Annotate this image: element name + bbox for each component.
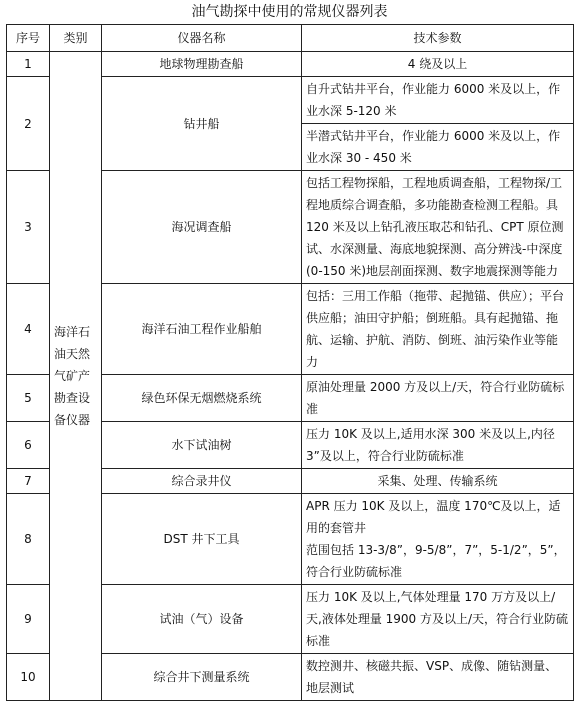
row-name: 地球物理勘查船 — [102, 52, 302, 77]
header-category: 类别 — [50, 25, 102, 52]
row-name: 钻井船 — [102, 77, 302, 171]
row-index: 4 — [7, 284, 50, 375]
row-name: 综合录井仪 — [102, 469, 302, 494]
row-name: 海况调查船 — [102, 171, 302, 284]
header-index: 序号 — [7, 25, 50, 52]
row-name: 绿色环保无烟燃烧系统 — [102, 375, 302, 422]
row-spec: 原油处理量 2000 方及以上/天，符合行业防硫标准 — [302, 375, 574, 422]
row-spec: 压力 10K 及以上,适用水深 300 米及以上,内径 3”及以上，符合行业防硫标准 — [302, 422, 574, 469]
row-spec: 压力 10K 及以上,气体处理量 170 万方及以上/天,液体处理量 1900 方及以上/天，符合行业防硫标准 — [302, 585, 574, 654]
row-index: 10 — [7, 654, 50, 701]
row-name: 试油（气）设备 — [102, 585, 302, 654]
table-row — [7, 52, 574, 77]
page-title: 油气勘探中使用的常规仪器列表 — [191, 4, 388, 20]
row-index: 5 — [7, 375, 50, 422]
row-spec: 包括工程物探船，工程地质调查船，工程物探/工程地质综合调查船，多功能勘查检测工程船。具 120 米及以上钻孔液压取芯和钻孔、CPT 原位测试、水深测量、海底地貌探测、高分辨浅-中深度(0-150 米)地层剖面探测、数字地震探测等能力 — [302, 171, 574, 284]
row-index: 2 — [7, 77, 50, 171]
row-name: 水下试油树 — [102, 422, 302, 469]
row-spec: 包括：三用工作船（拖带、起抛锚、供应）；平台供应船；油田守护船；倒班船。具有起抛锚、拖航、运输、护航、消防、倒班、油污染作业等能力 — [302, 284, 574, 375]
row-spec: 数控测井、核磁共振、VSP、成像、随钻测量、地层测试 — [302, 654, 574, 701]
row-name: DST 井下工具 — [102, 494, 302, 585]
header-name: 仪器名称 — [102, 25, 302, 52]
row-index: 9 — [7, 585, 50, 654]
row-spec: APR 压力 10K 及以上，温度 170℃及以上，适用的套管井 范围包括 13-3/8”，9-5/8”，7”，5-1/2”，5”，符合行业防硫标准 — [302, 494, 574, 585]
category-cell: 海洋石油天然气矿产勘查设备仪器 — [50, 52, 102, 701]
row-spec: 半潜式钻井平台，作业能力 6000 米及以上，作业水深 30 - 450 米 — [302, 124, 574, 171]
row-spec: 采集、处理、传输系统 — [302, 469, 574, 494]
row-index: 7 — [7, 469, 50, 494]
instrument-table — [6, 24, 574, 701]
row-index: 8 — [7, 494, 50, 585]
row-index: 6 — [7, 422, 50, 469]
table-header-row — [7, 25, 574, 52]
row-index: 1 — [7, 52, 50, 77]
row-spec: 4 绕及以上 — [302, 52, 574, 77]
row-index: 3 — [7, 171, 50, 284]
row-name: 综合井下测量系统 — [102, 654, 302, 701]
row-spec: 自升式钻井平台，作业能力 6000 米及以上，作业水深 5-120 米 — [302, 77, 574, 124]
header-spec: 技术参数 — [302, 25, 574, 52]
row-name: 海洋石油工程作业船舶 — [102, 284, 302, 375]
